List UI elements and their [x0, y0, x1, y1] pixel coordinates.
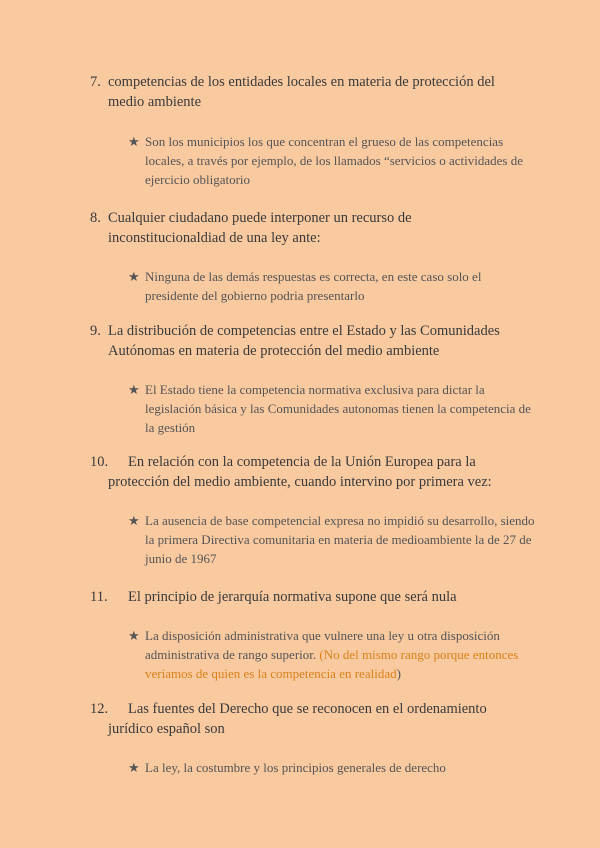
- question-text: competencias de los entidades locales en materia de protección del medio ambiente: [108, 74, 495, 110]
- question-9: [90, 321, 530, 361]
- question-11: [90, 587, 530, 607]
- question-text: Cualquier ciudadano puede interponer un recurso de inconstitucionaldiad de una ley ante:: [108, 210, 412, 246]
- question-text: La distribución de competencias entre el Estado y las Comunidades Autónomas en materia de protección del medio ambiente: [108, 323, 500, 359]
- answer-text: [128, 626, 538, 683]
- answer-9: [128, 380, 538, 437]
- answer-10: [128, 511, 538, 568]
- answer-note-close: ): [396, 666, 401, 681]
- answer-note: (No del mismo rango porque entonces veriamos de quien es la competencia en realidad: [145, 647, 519, 681]
- star-icon: ★: [128, 628, 140, 643]
- question-text: El principio de jerarquía normativa supone que será nula: [128, 589, 457, 605]
- star-icon: ★: [128, 760, 140, 775]
- answer-main: La disposición administrativa que vulnere una ley u otra disposición administrativa de rango superior.: [145, 628, 500, 662]
- answer-text: La ausencia de base competencial expresa no impidió su desarrollo, siendo la primera Directiva comunitaria en materia de medioambiente la de 27 de junio de 1967: [145, 513, 535, 566]
- answer-11: [128, 626, 538, 683]
- question-number: 11.: [90, 589, 108, 605]
- answer-text: Son los municipios los que concentran el grueso de las competencias locales, a través por ejemplo, de los llamados “servicios o actividades de ejercicio obligatorio: [145, 134, 523, 187]
- question-text: En relación con la competencia de la Unión Europea para la protección del medio ambiente, cuando intervino por primera vez:: [108, 454, 492, 490]
- answer-12: [128, 758, 538, 777]
- question-number: 7.: [90, 74, 101, 90]
- question-7: [90, 72, 530, 112]
- star-icon: ★: [128, 382, 140, 397]
- answer-text: El Estado tiene la competencia normativa exclusiva para dictar la legislación básica y las Comunidades autonomas tienen la competencia de la gestión: [145, 382, 531, 435]
- question-number: 9.: [90, 323, 101, 339]
- answer-text: Ninguna de las demás respuestas es correcta, en este caso solo el presidente del gobierno podria presentarlo: [145, 269, 482, 303]
- star-icon: ★: [128, 513, 140, 528]
- question-text: Las fuentes del Derecho que se reconocen en el ordenamiento jurídico español son: [108, 701, 487, 737]
- question-number: 8.: [90, 210, 101, 226]
- question-10: [90, 452, 530, 492]
- star-icon: ★: [128, 269, 140, 284]
- question-8: [90, 208, 530, 248]
- question-12: [90, 699, 530, 739]
- answer-text: La ley, la costumbre y los principios generales de derecho: [145, 760, 446, 775]
- answer-7: [128, 132, 538, 189]
- answer-8: [128, 267, 538, 305]
- question-number: 12.: [90, 701, 109, 717]
- question-number: 10.: [90, 454, 109, 470]
- star-icon: ★: [128, 134, 140, 149]
